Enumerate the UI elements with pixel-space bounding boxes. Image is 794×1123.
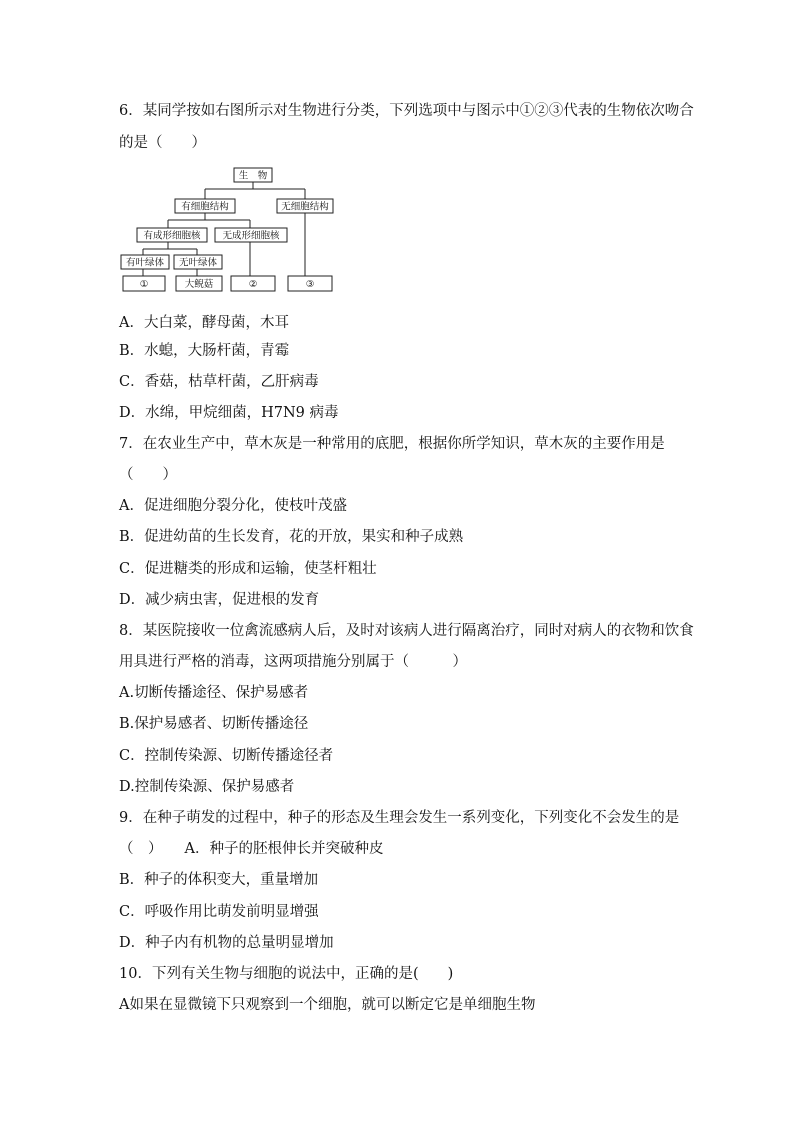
leaf-example-label: 大鲵菇 [184, 279, 214, 290]
q9-option-d: D．种子内有机物的总量明显增加 [119, 935, 334, 951]
q10-stem-line1: 10．下列有关生物与细胞的说法中，正确的是( ) [119, 966, 454, 982]
q7-option-a: A．促进细胞分裂分化，使枝叶茂盛 [119, 498, 347, 514]
q10-option-a: A如果在显微镜下只观察到一个细胞，就可以断定它是单细胞生物 [119, 997, 536, 1013]
q9-option-c: C．呼吸作用比萌发前明显增强 [119, 904, 319, 920]
q7-stem-line1: 7．在农业生产中，草木灰是一种常用的底肥，根据你所学知识，草木灰的主要作用是 [119, 436, 665, 452]
q6-option-a: A．大白菜，酵母菌，木耳 [119, 315, 289, 331]
q7-option-c: C．促进糖类的形成和运输，使茎杆粗壮 [119, 561, 377, 577]
q6-option-d: D．水绵，甲烷细菌，H7N9 病毒 [119, 405, 339, 421]
q8-option-a: A.切断传播途径、保护易感者 [119, 685, 309, 701]
q8-option-b: B.保护易感者、切断传播途径 [119, 716, 309, 732]
leaf-2-label: ② [248, 279, 258, 290]
q9-stem-line2: （ ） [119, 841, 163, 857]
q8-stem-line2: 用具进行严格的消毒，这两项措施分别属于（ ） [119, 654, 467, 670]
q9-option-b: B．种子的体积变大，重量增加 [119, 872, 319, 888]
q9-stem-line1: 9．在种子萌发的过程中，种子的形态及生理会发生一系列变化，下列变化不会发生的是 [119, 810, 680, 826]
q7-option-d: D．减少病虫害，促进根的发育 [119, 592, 320, 608]
q6-option-c: C．香菇，枯草杆菌，乙肝病毒 [119, 374, 319, 390]
q8-stem-line1: 8．某医院接收一位禽流感病人后，及时对该病人进行隔离治疗，同时对病人的衣物和饮食 [119, 623, 694, 639]
q6-stem-line2: 的是（ ） [119, 135, 206, 151]
q7-option-b: B．促进幼苗的生长发育，花的开放，果实和种子成熟 [119, 529, 464, 545]
node-root-label: 生 物 [238, 170, 268, 182]
q9-option-a: A．种子的胚根伸长并突破种皮 [184, 841, 384, 857]
leaf-1-label: ① [139, 279, 149, 290]
q6-option-b: B．水螅，大肠杆菌，青霉 [119, 343, 290, 359]
q7-stem-line2: （ ） [119, 467, 177, 483]
node-acellular-label: 无细胞结构 [281, 201, 329, 213]
q9-stem-line2-row [119, 839, 383, 859]
node-nucleated-label: 有成形细胞核 [143, 230, 201, 242]
q8-option-d: D.控制传染源、保护易感者 [119, 779, 295, 795]
classification-diagram [118, 165, 338, 295]
q6-stem-line1: 6．某同学按如右图所示对生物进行分类，下列选项中与图示中①②③代表的生物依次吻合 [119, 103, 694, 119]
leaf-3-label: ③ [305, 279, 315, 290]
q8-option-c: C．控制传染源、切断传播途径者 [119, 748, 334, 764]
node-without-chloroplast-label: 无叶绿体 [178, 257, 218, 269]
node-cellular-label: 有细胞结构 [181, 201, 229, 213]
node-no-nucleus-label: 无成形细胞核 [222, 230, 280, 242]
node-with-chloroplast-label: 有叶绿体 [125, 257, 165, 269]
